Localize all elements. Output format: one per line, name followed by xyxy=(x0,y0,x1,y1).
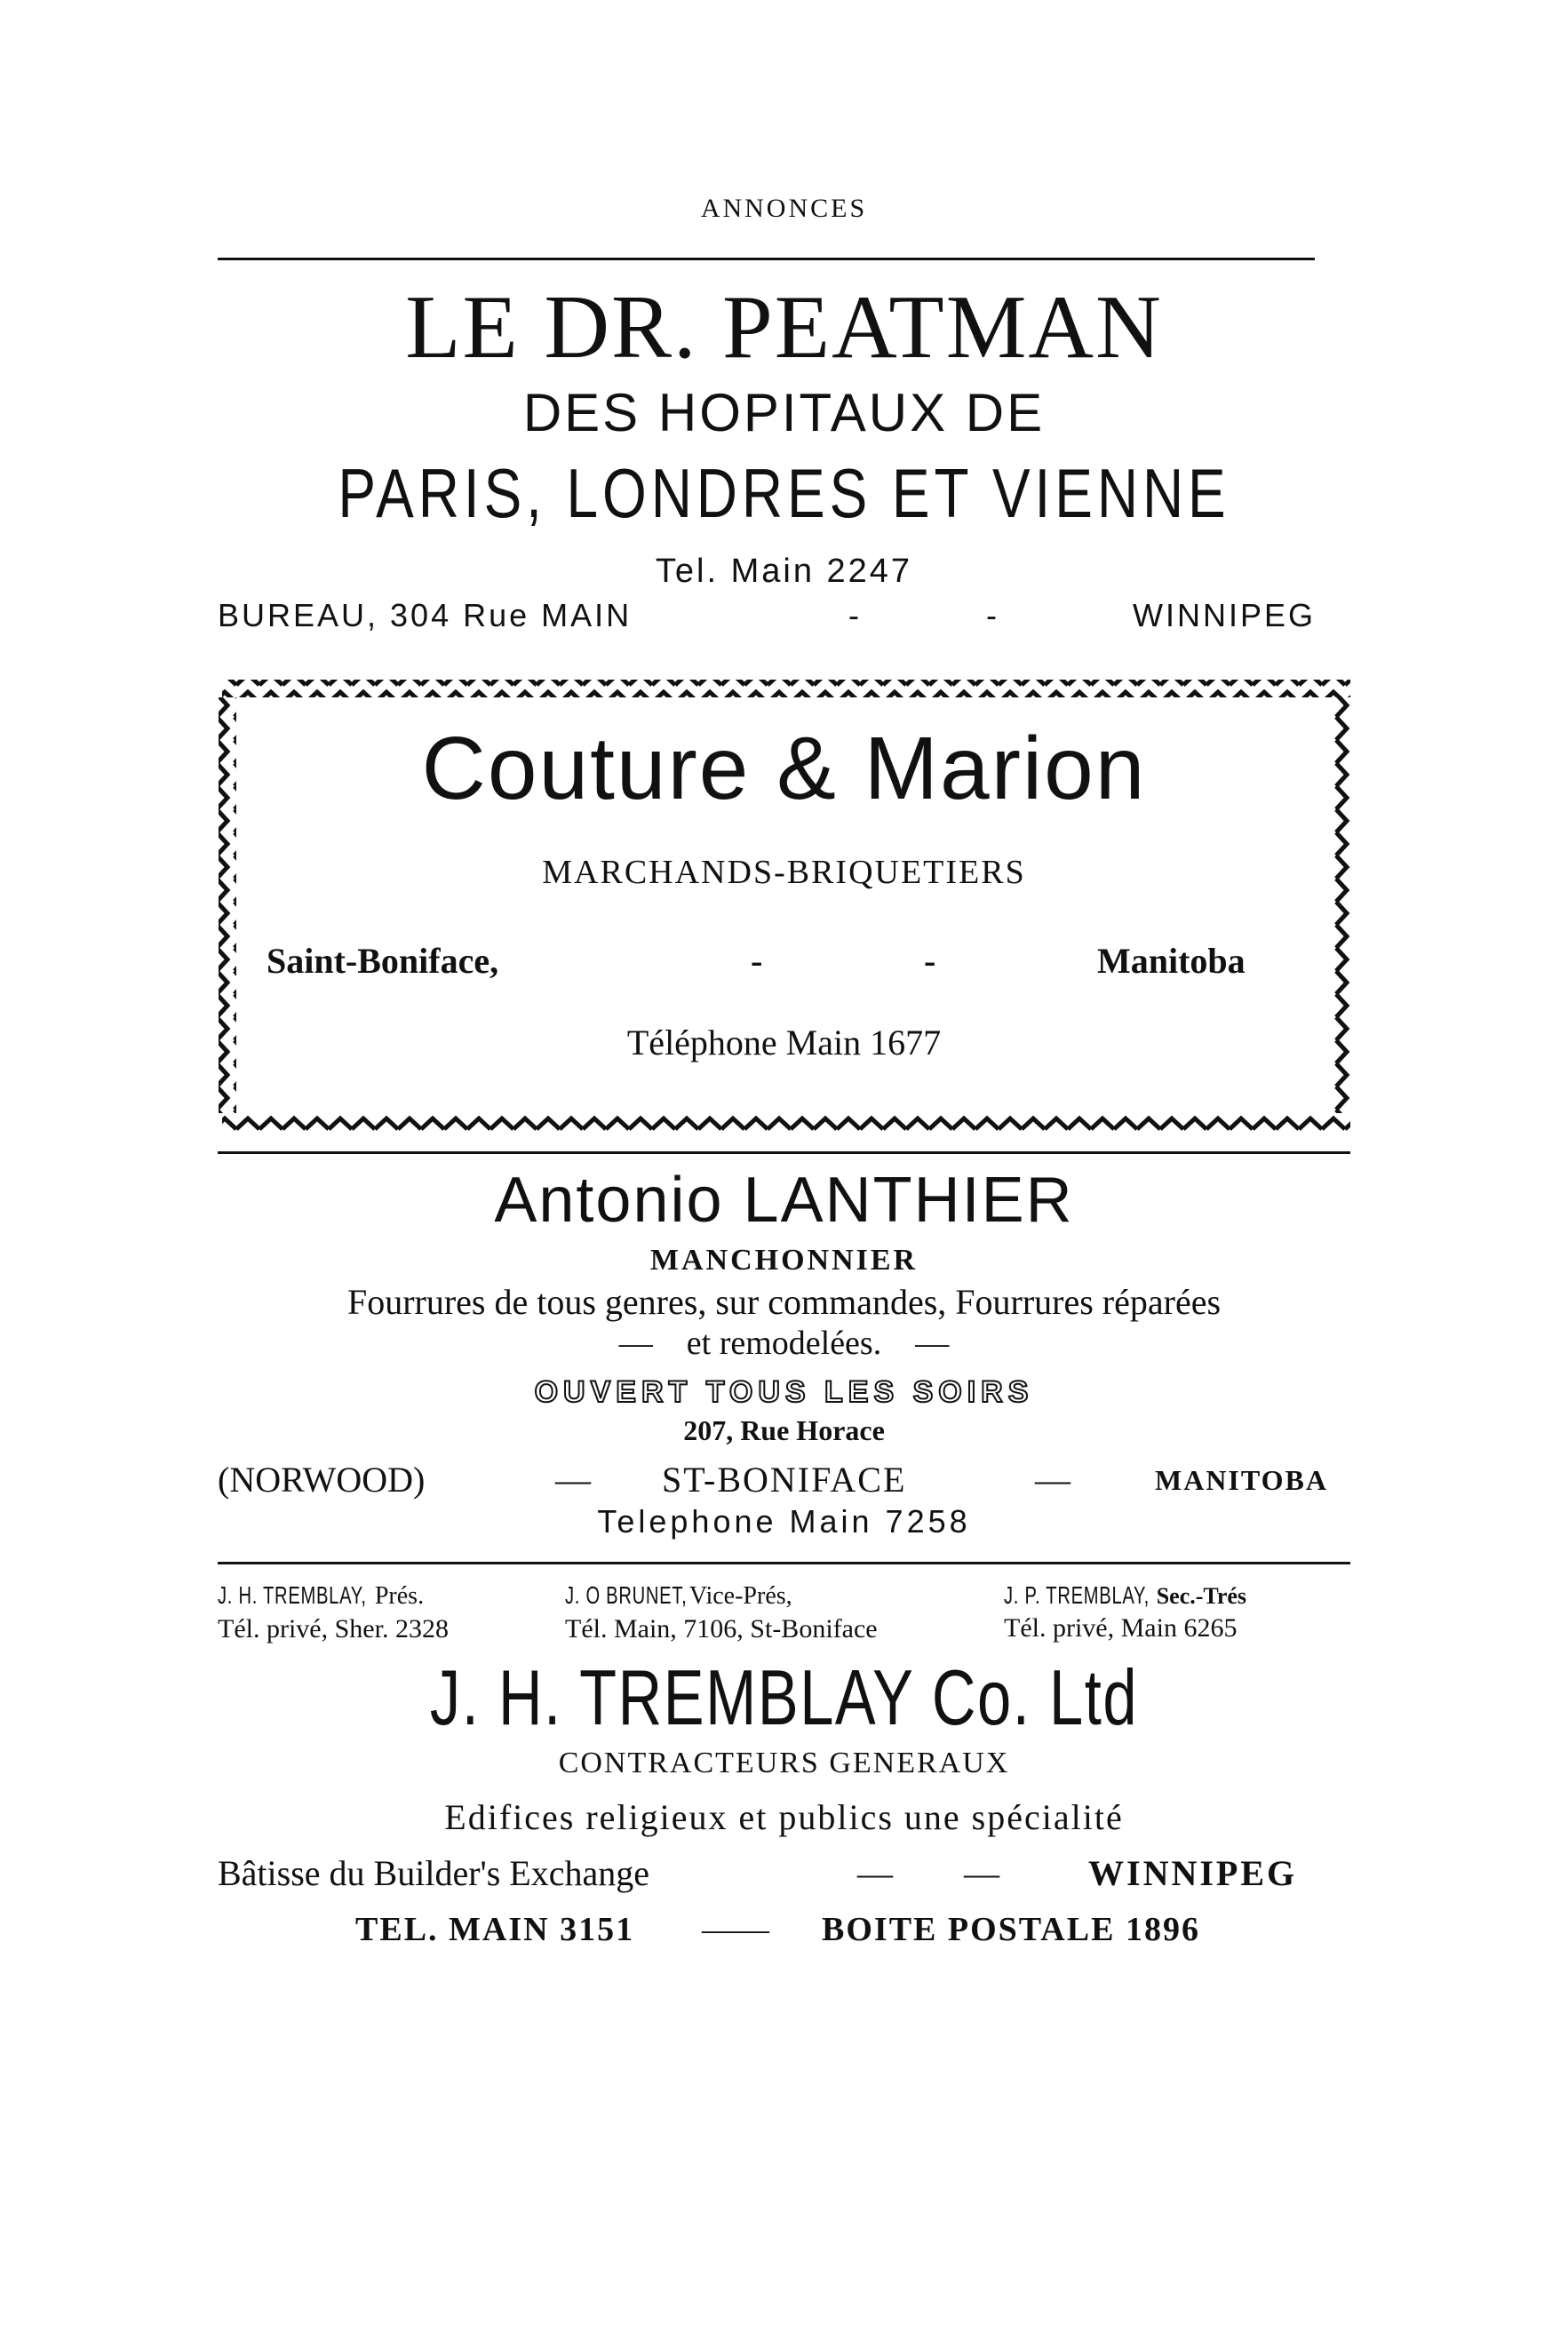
advertiser-name: LE DR. PEATMAN xyxy=(405,277,1163,378)
separator-dash: — xyxy=(1035,1460,1071,1500)
advertiser-name: J. H. TREMBLAY Co. Ltd xyxy=(429,1653,1139,1741)
divider xyxy=(218,1151,1350,1154)
trade: MANCHONNIER xyxy=(649,1244,919,1277)
telephone: TEL. MAIN 3151 xyxy=(355,1911,635,1948)
section-header: ANNONCES xyxy=(700,194,868,223)
description-line-2: — et remodelées. — xyxy=(618,1325,950,1362)
officer-telephone: Tél. Main, 7106, St-Boniface xyxy=(565,1614,878,1644)
separator-dash: — xyxy=(857,1853,893,1893)
building: Bâtisse du Builder's Exchange xyxy=(218,1853,649,1893)
separator-dash: - xyxy=(986,597,997,633)
advertiser-name: Couture & Marion xyxy=(421,719,1147,818)
telephone: Telephone Main 7258 xyxy=(597,1503,971,1540)
divider xyxy=(218,1562,1350,1564)
separator-dash: —— xyxy=(702,1911,769,1948)
telephone: Téléphone Main 1677 xyxy=(626,1023,942,1063)
officer xyxy=(565,1581,878,1644)
separator-dash: - xyxy=(848,597,859,633)
postal-box: BOITE POSTALE 1896 xyxy=(822,1911,1200,1948)
officer-name: J. H. TREMBLAY, xyxy=(218,1581,367,1609)
credential-line-2: PARIS, LONDRES ET VIENNE xyxy=(338,454,1230,532)
separator-dash: - xyxy=(924,941,936,981)
district: (NORWOOD) xyxy=(218,1460,426,1500)
officer-role: Prés. xyxy=(374,1582,425,1610)
separator-dash: — xyxy=(964,1853,999,1893)
province: MANITOBA xyxy=(1155,1464,1328,1496)
officer-name: J. P. TREMBLAY, xyxy=(1004,1581,1150,1609)
officer-name: J. O BRUNET, xyxy=(565,1581,688,1609)
city: WINNIPEG xyxy=(1088,1853,1298,1893)
divider-top xyxy=(218,258,1315,260)
officer-role: Sec.-Trés xyxy=(1156,1583,1247,1609)
trade: CONTRACTEURS GENERAUX xyxy=(558,1747,1010,1779)
trade: MARCHANDS-BRIQUETIERS xyxy=(542,854,1026,891)
advertiser-name: Antonio LANTHIER xyxy=(494,1165,1074,1236)
separator-dash: - xyxy=(751,941,763,981)
officer-telephone: Tél. privé, Sher. 2328 xyxy=(218,1614,449,1644)
telephone: Tel. Main 2247 xyxy=(655,553,913,590)
officer xyxy=(218,1581,449,1644)
place: Saint-Boniface, xyxy=(267,941,499,981)
address: 207, Rue Horace xyxy=(683,1414,885,1446)
city: WINNIPEG xyxy=(1133,597,1317,633)
separator-dash: — xyxy=(555,1460,591,1500)
specialty: Edifices religieux et publics une spécialité xyxy=(444,1797,1124,1837)
officer-role: Vice-Prés, xyxy=(688,1582,792,1610)
city: ST-BONIFACE xyxy=(662,1460,907,1500)
officer-telephone: Tél. privé, Main 6265 xyxy=(1004,1613,1238,1643)
credential-line-1: DES HOPITAUX DE xyxy=(522,383,1046,442)
opening-hours: OUVERT TOUS LES SOIRS xyxy=(534,1375,1034,1409)
office-address: BUREAU, 304 Rue MAIN xyxy=(218,597,633,633)
officer xyxy=(1004,1581,1246,1644)
province: Manitoba xyxy=(1097,941,1246,981)
description-line-1: Fourrures de tous genres, sur commandes, Fourrures réparées xyxy=(346,1282,1222,1322)
